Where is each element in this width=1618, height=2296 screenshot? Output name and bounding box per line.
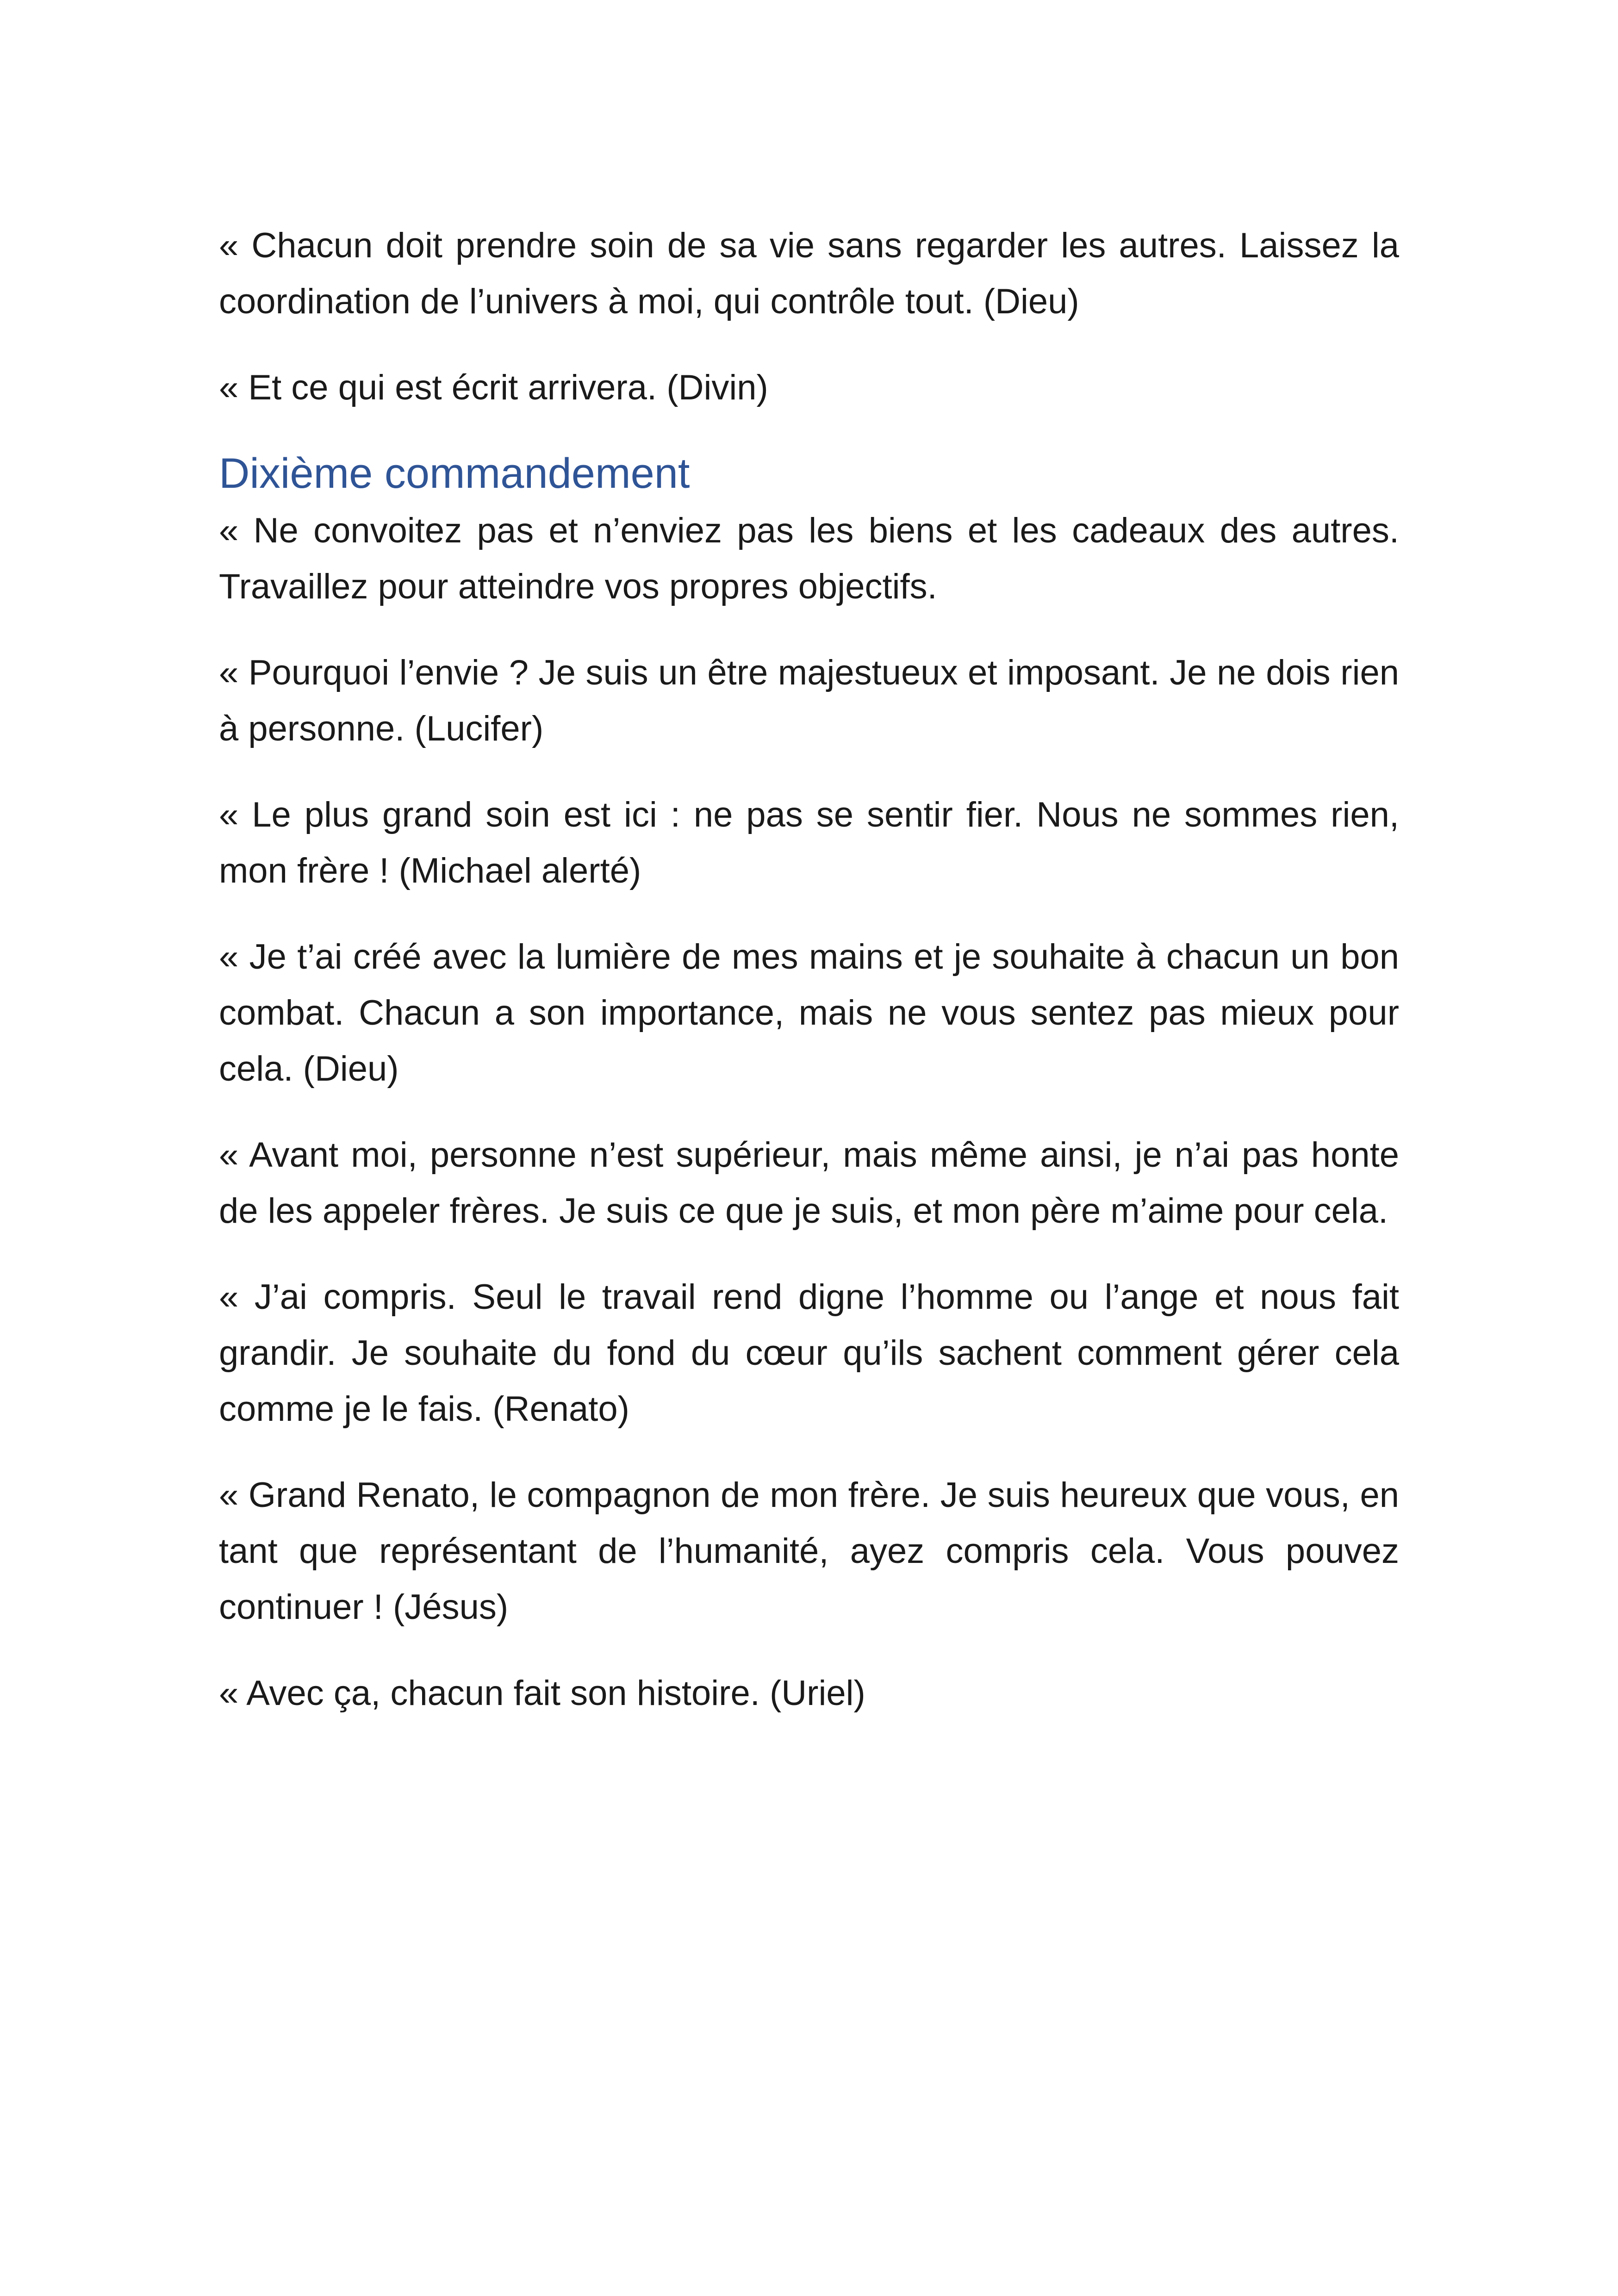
- paragraph-dieu-coordination: « Chacun doit prendre soin de sa vie sans regarder les autres. Laissez la coordination de l’univers à moi, qui contrôle tout. (Dieu): [219, 226, 1399, 321]
- paragraph-avant-moi: « Avant moi, personne n’est supérieur, mais même ainsi, je n’ai pas honte de les appeler frères. Je suis ce que je suis, et mon père m’aime pour cela.: [219, 1135, 1399, 1231]
- document-body: [219, 218, 1399, 1751]
- paragraph-dieu-combat: « Je t’ai créé avec la lumière de mes mains et je souhaite à chacun un bon combat. Chacun a son importance, mais ne vous sentez pas mieux pour cela. (Dieu): [219, 937, 1399, 1089]
- paragraph-divin: « Et ce qui est écrit arrivera. (Divin): [219, 368, 768, 407]
- paragraph-uriel: « Avec ça, chacun fait son histoire. (Uriel): [219, 1674, 865, 1713]
- paragraph-renato: « J’ai compris. Seul le travail rend digne l’homme ou l’ange et nous fait grandir. Je souhaite du fond du cœur qu’ils sachent comment gérer cela comme je le fais. (Renato): [219, 1277, 1399, 1429]
- paragraph-michael: « Le plus grand soin est ici : ne pas se sentir fier. Nous ne sommes rien, mon frère ! (Michael alerté): [219, 795, 1399, 890]
- paragraph-lucifer: « Pourquoi l’envie ? Je suis un être majestueux et imposant. Je ne dois rien à personne. (Lucifer): [219, 653, 1399, 748]
- paragraph-commandment-text: « Ne convoitez pas et n’enviez pas les biens et les cadeaux des autres. Travaillez pour atteindre vos propres objectifs.: [219, 511, 1399, 606]
- section-heading: Dixième commandement: [219, 450, 690, 497]
- paragraph-jesus: « Grand Renato, le compagnon de mon frère. Je suis heureux que vous, en tant que représentant de l’humanité, ayez compris cela. Vous pouvez continuer ! (Jésus): [219, 1475, 1399, 1627]
